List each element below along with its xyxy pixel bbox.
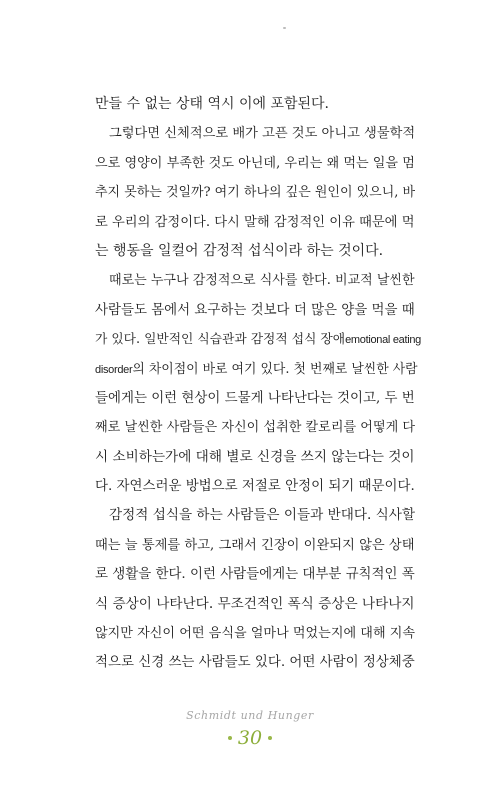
text-span: 는 행동을 일컬어 감정적 섭식이라 하는 것이다. <box>95 242 384 259</box>
english-term: disorder <box>95 363 133 376</box>
text-line <box>95 648 415 677</box>
body-text <box>95 90 422 678</box>
text-span: 감정적 섭식을 하는 사람들은 이들과 반대다. 식사할 <box>109 507 416 524</box>
text-span: 로 우리의 감정이다. 다시 말해 감정적인 이유 때문에 먹 <box>95 214 415 230</box>
text-line <box>95 237 415 266</box>
text-span: 때는 늘 통제를 하고, 그래서 긴장이 이완되지 않은 상태 <box>95 537 415 553</box>
text-line <box>95 443 415 472</box>
text-span: 의 차이점이 바로 여기 있다. 첫 번째로 날씬한 사람 <box>132 361 418 377</box>
text-line <box>95 178 415 207</box>
text-span: 가 있다. 일반적인 식습관과 감정적 섭식 장애 <box>95 332 346 348</box>
text-span: 다. 자연스러운 방법으로 저절로 안정이 되기 때문이다. <box>95 479 415 495</box>
english-term: emotional eating <box>345 334 422 347</box>
text-span: 식 증상이 나타난다. 무조건적인 폭식 증상은 나타나지 <box>95 595 415 612</box>
text-line <box>95 619 415 648</box>
page-number: 30 <box>237 727 263 749</box>
text-span: 않지만 자신이 어떤 음식을 얼마나 먹었는지에 대해 지속 <box>95 626 416 642</box>
text-span: 로 생활을 한다. 이런 사람들에게는 대부분 규칙적인 폭 <box>95 567 415 583</box>
dot-icon <box>268 736 272 740</box>
text-span: 들에게는 이런 현상이 드물게 나타난다는 것이고, 두 번 <box>95 390 415 406</box>
top-mark <box>283 27 286 29</box>
text-line <box>95 384 415 413</box>
text-span: 시 소비하는가에 대해 별로 신경을 쓰지 않는다는 것이 <box>95 448 415 465</box>
text-line <box>95 355 418 384</box>
text-line <box>95 296 415 325</box>
text-line <box>95 501 415 530</box>
text-line <box>95 590 415 619</box>
text-line <box>95 149 415 178</box>
page-footer <box>0 708 500 749</box>
dot-icon <box>228 736 232 740</box>
text-span: 그렇다면 신체적으로 배가 고픈 것도 아니고 생물학적 <box>109 126 416 142</box>
text-line <box>95 266 415 295</box>
text-line <box>95 90 415 119</box>
text-line <box>95 560 415 589</box>
page-number-row <box>0 727 500 749</box>
text-line <box>95 413 415 442</box>
text-line <box>95 325 422 354</box>
text-span: 사람들도 몸에서 요구하는 것보다 더 많은 양을 먹을 때 <box>95 302 415 318</box>
text-line <box>95 208 415 237</box>
text-span: 으로 영양이 부족한 것도 아닌데, 우리는 왜 먹는 일을 멈 <box>95 155 415 171</box>
book-subtitle: Schmidt und Hunger <box>186 709 314 722</box>
text-line <box>95 531 415 560</box>
text-span: 째로 날씬한 사람들은 자신이 섭취한 칼로리를 어떻게 다 <box>95 420 416 436</box>
text-line <box>95 472 415 501</box>
text-span: 적으로 신경 쓰는 사람들도 있다. 어떤 사람이 정상체중 <box>95 655 415 671</box>
text-line <box>95 119 415 148</box>
text-span: 만들 수 없는 상태 역시 이에 포함된다. <box>95 96 330 112</box>
text-span: 때로는 누구나 감정적으로 식사를 한다. 비교적 날씬한 <box>109 273 415 289</box>
text-span: 추지 못하는 것일까? 여기 하나의 깊은 원인이 있으니, 바 <box>95 185 416 201</box>
